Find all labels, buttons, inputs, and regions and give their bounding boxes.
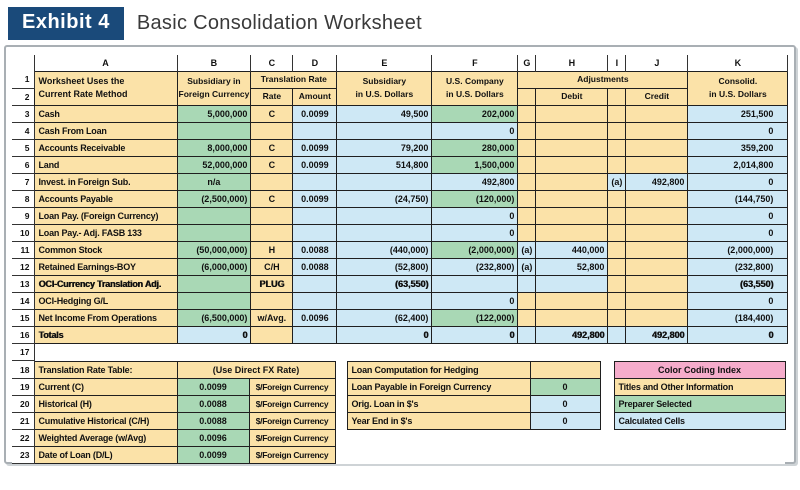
spacer (335, 413, 347, 430)
row-number-20: 20 (12, 396, 34, 413)
cell-I3 (608, 105, 626, 122)
translation-rate-label-21: Cumulative Historical (C/H) (34, 413, 177, 430)
column-header-D: D (293, 55, 337, 71)
cell-J13 (626, 275, 688, 292)
cell-F13 (432, 275, 518, 292)
cell-K13: (63,550) (688, 275, 788, 292)
cell-D4 (293, 122, 337, 139)
cell-F16: 0 (432, 326, 518, 343)
cell-J3 (626, 105, 688, 122)
cell-F8: (120,000) (432, 190, 518, 207)
cell-B5: 8,000,000 (177, 139, 251, 156)
column-header-F: F (432, 55, 518, 71)
cell-D7 (293, 173, 337, 190)
cell-G13 (518, 275, 536, 292)
cell-H13 (536, 275, 608, 292)
cell-C16 (251, 326, 293, 343)
cell-B12: (6,000,000) (177, 258, 251, 275)
row-number-23: 23 (12, 447, 34, 464)
row-number-17: 17 (12, 343, 34, 361)
cell-A11: Common Stock (34, 241, 177, 258)
cell-J14 (626, 292, 688, 309)
cell-C1-translation-rate: Translation Rate (251, 71, 337, 88)
loan-computation-title: Loan Computation for Hedging (347, 362, 530, 379)
cell-B15: (6,500,000) (177, 309, 251, 326)
cell-I6 (608, 156, 626, 173)
row-number-19: 19 (12, 379, 34, 396)
cell-D13 (293, 275, 337, 292)
translation-rate-label-23: Date of Loan (D/L) (34, 447, 177, 464)
cell-H11: 440,000 (536, 241, 608, 258)
cell-G4 (518, 122, 536, 139)
translation-rate-unit-22: $/Foreign Currency (249, 430, 335, 447)
row-number-13: 13 (12, 275, 34, 292)
cell-H2-debit: Debit (536, 88, 608, 105)
cell-D15: 0.0096 (293, 309, 337, 326)
exhibit-header (0, 0, 800, 45)
cell-K15: (184,400) (688, 309, 788, 326)
cell-J5 (626, 139, 688, 156)
exhibit-title: Basic Consolidation Worksheet (136, 11, 422, 34)
row-number-3: 3 (12, 105, 34, 122)
spacer (600, 379, 614, 396)
cell-H12: 52,800 (536, 258, 608, 275)
cell-I14 (608, 292, 626, 309)
spacer (347, 430, 530, 447)
cell-G3 (518, 105, 536, 122)
cell-C5: C (251, 139, 293, 156)
cell-A12: Retained Earnings-BOY (34, 258, 177, 275)
loan-label-20: Orig. Loan in $'s (347, 396, 530, 413)
cell-K1: Consolid. in U.S. Dollars (688, 71, 788, 105)
cell-C15: w/Avg. (251, 309, 293, 326)
cell-E13: (63,550) (337, 275, 432, 292)
cell-G11: (a) (518, 241, 536, 258)
spacer (530, 430, 600, 447)
cell-G16 (518, 326, 536, 343)
row-number-8: 8 (12, 190, 34, 207)
spacer (600, 413, 614, 430)
cell-C7 (251, 173, 293, 190)
cell-D5: 0.0099 (293, 139, 337, 156)
cell-B14 (177, 292, 251, 309)
translation-rate-unit-23: $/Foreign Currency (249, 447, 335, 464)
cell-A13: OCI-Currency Translation Adj. (34, 275, 177, 292)
cell-F3: 202,000 (432, 105, 518, 122)
cell-B11: (50,000,000) (177, 241, 251, 258)
cell-H8 (536, 190, 608, 207)
cell-J16: 492,800 (626, 326, 688, 343)
cell-D3: 0.0099 (293, 105, 337, 122)
cell-I2 (608, 88, 626, 105)
cell-B4 (177, 122, 251, 139)
spacer (600, 447, 614, 464)
cell-J9 (626, 207, 688, 224)
translation-rate-unit-19: $/Foreign Currency (249, 379, 335, 396)
cell-H15 (536, 309, 608, 326)
cell-E10 (337, 224, 432, 241)
cell-E12: (52,800) (337, 258, 432, 275)
cell-K16: 0 (688, 326, 788, 343)
translation-rate-unit-21: $/Foreign Currency (249, 413, 335, 430)
cell-C2-rate: Rate (251, 88, 293, 105)
cell-C3: C (251, 105, 293, 122)
cell-H7 (536, 173, 608, 190)
cell-D9 (293, 207, 337, 224)
consolidation-worksheet-table (12, 55, 788, 361)
spacer (335, 379, 347, 396)
cell-K6: 2,014,800 (688, 156, 788, 173)
cell-B8: (2,500,000) (177, 190, 251, 207)
cell-H4 (536, 122, 608, 139)
cell-I16 (608, 326, 626, 343)
row-number-12: 12 (12, 258, 34, 275)
cell-B3: 5,000,000 (177, 105, 251, 122)
spacer (335, 447, 347, 464)
cell-H6 (536, 156, 608, 173)
row-number-5: 5 (12, 139, 34, 156)
cell-F11: (2,000,000) (432, 241, 518, 258)
cell-J7: 492,800 (626, 173, 688, 190)
cell-I12 (608, 258, 626, 275)
cell-D11: 0.0088 (293, 241, 337, 258)
row-number-9: 9 (12, 207, 34, 224)
color-coding-index-title: Color Coding Index (614, 362, 785, 379)
cell-C8: C (251, 190, 293, 207)
cell-A5: Accounts Receivable (34, 139, 177, 156)
cell-F7: 492,800 (432, 173, 518, 190)
spacer (335, 362, 347, 379)
cell-K14: 0 (688, 292, 788, 309)
cell-K5: 359,200 (688, 139, 788, 156)
cell-D12: 0.0088 (293, 258, 337, 275)
cell-D2-amount: Amount (293, 88, 337, 105)
cell-F9: 0 (432, 207, 518, 224)
cell-B1: Subsidiary in Foreign Currency (177, 71, 251, 105)
translation-rate-table-title: Translation Rate Table: (34, 362, 177, 379)
cell-H3 (536, 105, 608, 122)
cell-A10: Loan Pay.- Adj. FASB 133 (34, 224, 177, 241)
cell-I11 (608, 241, 626, 258)
translation-rate-label-20: Historical (H) (34, 396, 177, 413)
row-number-21: 21 (12, 413, 34, 430)
cell-K7: 0 (688, 173, 788, 190)
cell-K12: (232,800) (688, 258, 788, 275)
cell-K3: 251,500 (688, 105, 788, 122)
cell-C6: C (251, 156, 293, 173)
cell-I4 (608, 122, 626, 139)
cell-D8: 0.0099 (293, 190, 337, 207)
cell-G15 (518, 309, 536, 326)
cell-E6: 514,800 (337, 156, 432, 173)
color-index-item-1: Preparer Selected (614, 396, 785, 413)
loan-label-19: Loan Payable in Foreign Currency (347, 379, 530, 396)
cell-H14 (536, 292, 608, 309)
cell-G12: (a) (518, 258, 536, 275)
cell-C12: C/H (251, 258, 293, 275)
translation-rate-table-note: (Use Direct FX Rate) (177, 362, 335, 379)
column-header-A: A (34, 55, 177, 71)
cell-C4 (251, 122, 293, 139)
cell-C14 (251, 292, 293, 309)
cell-G1-adjustments: Adjustments (518, 71, 688, 88)
color-index-item-0: Titles and Other Information (614, 379, 785, 396)
cell-A9: Loan Pay. (Foreign Currency) (34, 207, 177, 224)
loan-computation-header-blank (530, 362, 600, 379)
loan-label-21: Year End in $'s (347, 413, 530, 430)
translation-rate-label-22: Weighted Average (w/Avg) (34, 430, 177, 447)
cell-A1: Worksheet Uses the Current Rate Method (34, 71, 177, 105)
cell-G8 (518, 190, 536, 207)
row-number-6: 6 (12, 156, 34, 173)
cell-J11 (626, 241, 688, 258)
cell-G9 (518, 207, 536, 224)
translation-rate-value-23: 0.0099 (177, 447, 249, 464)
cell-A7: Invest. in Foreign Sub. (34, 173, 177, 190)
spacer (347, 447, 530, 464)
cell-J6 (626, 156, 688, 173)
cell-J10 (626, 224, 688, 241)
row-number-7: 7 (12, 173, 34, 190)
cell-A4: Cash From Loan (34, 122, 177, 139)
row-number-14: 14 (12, 292, 34, 309)
spacer (614, 430, 785, 447)
cell-E16: 0 (337, 326, 432, 343)
cell-C10 (251, 224, 293, 241)
row-number-4: 4 (12, 122, 34, 139)
exhibit-badge: Exhibit 4 (8, 7, 124, 40)
cell-K10: 0 (688, 224, 788, 241)
row-number-2: 2 (12, 88, 34, 105)
cell-B10 (177, 224, 251, 241)
cell-C9 (251, 207, 293, 224)
row-number-22: 22 (12, 430, 34, 447)
cell-B6: 52,000,000 (177, 156, 251, 173)
cell-F1: U.S. Company in U.S. Dollars (432, 71, 518, 105)
cell-C11: H (251, 241, 293, 258)
spacer (614, 447, 785, 464)
cell-K8: (144,750) (688, 190, 788, 207)
cell-G10 (518, 224, 536, 241)
cell-E15: (62,400) (337, 309, 432, 326)
loan-value-20: 0 (530, 396, 600, 413)
translation-rate-value-19: 0.0099 (177, 379, 249, 396)
cell-F10: 0 (432, 224, 518, 241)
cell-D6: 0.0099 (293, 156, 337, 173)
cell-B13 (177, 275, 251, 292)
cell-J15 (626, 309, 688, 326)
cell-J8 (626, 190, 688, 207)
cell-D10 (293, 224, 337, 241)
spacer (600, 430, 614, 447)
cell-B16: 0 (177, 326, 251, 343)
column-header-E: E (337, 55, 432, 71)
translation-rate-value-22: 0.0096 (177, 430, 249, 447)
cell-I13 (608, 275, 626, 292)
cell-B9 (177, 207, 251, 224)
loan-value-19: 0 (530, 379, 600, 396)
column-header-H: H (536, 55, 608, 71)
cell-E11: (440,000) (337, 241, 432, 258)
row-number-18: 18 (12, 362, 34, 379)
spacer (600, 362, 614, 379)
cell-B7: n/a (177, 173, 251, 190)
cell-E1: Subsidiary in U.S. Dollars (337, 71, 432, 105)
column-header-B: B (177, 55, 251, 71)
cell-E8: (24,750) (337, 190, 432, 207)
spacer (335, 396, 347, 413)
row-number-corner (12, 55, 34, 71)
cell-E5: 79,200 (337, 139, 432, 156)
cell-J4 (626, 122, 688, 139)
cell-D16 (293, 326, 337, 343)
cell-A15: Net Income From Operations (34, 309, 177, 326)
cell-H5 (536, 139, 608, 156)
cell-I15 (608, 309, 626, 326)
cell-H16: 492,800 (536, 326, 608, 343)
worksheet-panel (4, 45, 796, 464)
cell-F4: 0 (432, 122, 518, 139)
cell-E9 (337, 207, 432, 224)
translation-rate-unit-20: $/Foreign Currency (249, 396, 335, 413)
row-number-15: 15 (12, 309, 34, 326)
row-number-10: 10 (12, 224, 34, 241)
cell-G14 (518, 292, 536, 309)
cell-F12: (232,800) (432, 258, 518, 275)
cell-J2-credit: Credit (626, 88, 688, 105)
translation-rate-value-21: 0.0088 (177, 413, 249, 430)
column-header-I: I (608, 55, 626, 71)
cell-I8 (608, 190, 626, 207)
cell-E7 (337, 173, 432, 190)
cell-K9: 0 (688, 207, 788, 224)
column-header-J: J (626, 55, 688, 71)
cell-E14 (337, 292, 432, 309)
row-number-11: 11 (12, 241, 34, 258)
row-number-16: 16 (12, 326, 34, 343)
cell-D14 (293, 292, 337, 309)
cell-A16: Totals (34, 326, 177, 343)
cell-A6: Land (34, 156, 177, 173)
cell-I5 (608, 139, 626, 156)
cell-G6 (518, 156, 536, 173)
translation-rate-label-19: Current (C) (34, 379, 177, 396)
cell-K4: 0 (688, 122, 788, 139)
column-header-K: K (688, 55, 788, 71)
cell-G2 (518, 88, 536, 105)
cell-F14: 0 (432, 292, 518, 309)
cell-H10 (536, 224, 608, 241)
column-header-G: G (518, 55, 536, 71)
spacer (600, 396, 614, 413)
column-header-C: C (251, 55, 293, 71)
empty-row-17 (34, 343, 788, 361)
cell-I10 (608, 224, 626, 241)
loan-value-21: 0 (530, 413, 600, 430)
cell-A14: OCI-Hedging G/L (34, 292, 177, 309)
cell-G7 (518, 173, 536, 190)
translation-rate-value-20: 0.0088 (177, 396, 249, 413)
row-number-1: 1 (12, 71, 34, 88)
cell-F15: (122,000) (432, 309, 518, 326)
spacer (530, 447, 600, 464)
cell-H9 (536, 207, 608, 224)
color-index-item-2: Calculated Cells (614, 413, 785, 430)
cell-C13: PLUG (251, 275, 293, 292)
cell-E3: 49,500 (337, 105, 432, 122)
cell-I9 (608, 207, 626, 224)
cell-I7: (a) (608, 173, 626, 190)
cell-A8: Accounts Payable (34, 190, 177, 207)
cell-K11: (2,000,000) (688, 241, 788, 258)
cell-A3: Cash (34, 105, 177, 122)
bottom-reference-tables (12, 361, 786, 464)
spacer (335, 430, 347, 447)
cell-F5: 280,000 (432, 139, 518, 156)
cell-E4 (337, 122, 432, 139)
cell-G5 (518, 139, 536, 156)
cell-F6: 1,500,000 (432, 156, 518, 173)
cell-J12 (626, 258, 688, 275)
